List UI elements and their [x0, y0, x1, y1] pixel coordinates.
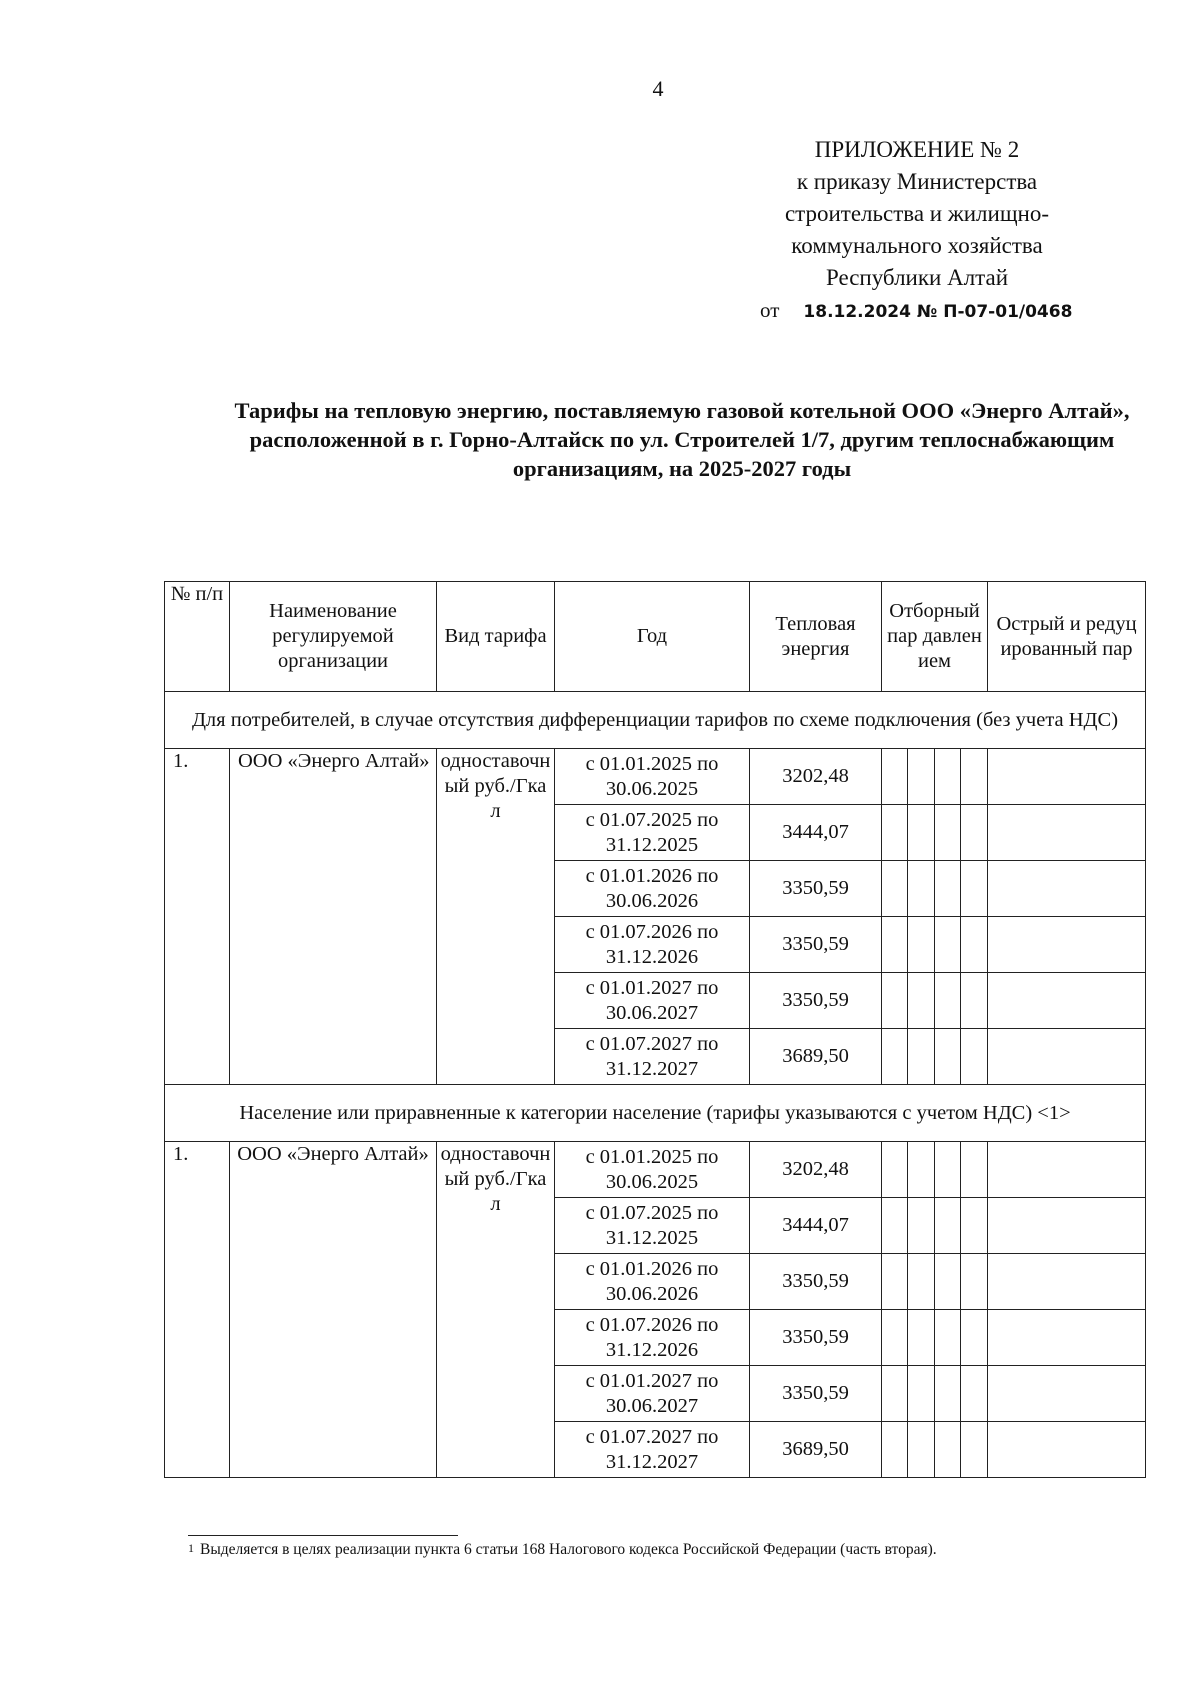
- extraction-steam-cell: [908, 805, 935, 861]
- appendix-block: [752, 134, 1082, 328]
- heat-energy-value: 3350,59: [750, 1366, 882, 1422]
- period: с 01.07.2026 по 31.12.2026: [555, 1310, 750, 1366]
- extraction-steam-cell: [882, 1310, 908, 1366]
- extraction-steam-cell: [882, 1366, 908, 1422]
- extraction-steam-cell: [882, 1029, 908, 1085]
- period: с 01.01.2026 по 30.06.2026: [555, 1254, 750, 1310]
- extraction-steam-cell: [935, 1310, 961, 1366]
- extraction-steam-cell: [882, 1254, 908, 1310]
- page-number: 4: [652, 76, 664, 101]
- extraction-steam-cell: [935, 1254, 961, 1310]
- heat-energy-value: 3202,48: [750, 1142, 882, 1198]
- live-steam-cell: [988, 861, 1146, 917]
- extraction-steam-cell: [961, 1142, 988, 1198]
- extraction-steam-cell: [935, 1029, 961, 1085]
- extraction-steam-cell: [908, 1198, 935, 1254]
- col-header-number: № п/п: [165, 582, 230, 692]
- appendix-line: коммунального хозяйства: [791, 233, 1043, 258]
- col-header-year: Год: [555, 582, 750, 692]
- organization-name: ООО «Энерго Алтай»: [230, 1142, 437, 1478]
- appendix-line: Республики Алтай: [825, 265, 1009, 290]
- period: с 01.07.2026 по 31.12.2026: [555, 917, 750, 973]
- section-caption-row: [165, 1085, 1146, 1142]
- tariff-type: одноставочный руб./Гкал: [437, 1142, 555, 1478]
- extraction-steam-cell: [961, 973, 988, 1029]
- extraction-steam-cell: [961, 917, 988, 973]
- tariff-type: одноставочный руб./Гкал: [437, 749, 555, 1085]
- period: с 01.07.2027 по 31.12.2027: [555, 1029, 750, 1085]
- extraction-steam-cell: [961, 861, 988, 917]
- extraction-steam-cell: [908, 1254, 935, 1310]
- appendix-line: к приказу Министерства: [796, 169, 1038, 194]
- extraction-steam-cell: [935, 1422, 961, 1478]
- extraction-steam-cell: [882, 805, 908, 861]
- extraction-steam-cell: [961, 1366, 988, 1422]
- col-header-live-steam: Острый и редуцированный пар: [988, 582, 1146, 692]
- section-caption: Население или приравненные к категории население (тарифы указываются с учетом НДС) <1>: [165, 1085, 1146, 1142]
- period: с 01.07.2025 по 31.12.2025: [555, 1198, 750, 1254]
- extraction-steam-cell: [882, 1422, 908, 1478]
- order-date: [752, 294, 1082, 328]
- extraction-steam-cell: [908, 1142, 935, 1198]
- date-prefix: от: [760, 298, 780, 322]
- period: с 01.01.2027 по 30.06.2027: [555, 973, 750, 1029]
- heat-energy-value: 3444,07: [750, 805, 882, 861]
- col-header-organization: Наименование регулируемой организации: [230, 582, 437, 692]
- heat-energy-value: 3689,50: [750, 1029, 882, 1085]
- live-steam-cell: [988, 805, 1146, 861]
- extraction-steam-cell: [882, 1198, 908, 1254]
- heat-energy-value: 3350,59: [750, 973, 882, 1029]
- extraction-steam-cell: [961, 1198, 988, 1254]
- heat-energy-value: 3350,59: [750, 1254, 882, 1310]
- extraction-steam-cell: [908, 1029, 935, 1085]
- extraction-steam-cell: [908, 1366, 935, 1422]
- extraction-steam-cell: [961, 805, 988, 861]
- extraction-steam-cell: [882, 749, 908, 805]
- extraction-steam-cell: [935, 973, 961, 1029]
- col-header-extraction-steam: Отборный пар давлением: [882, 582, 988, 692]
- period: с 01.01.2025 по 30.06.2025: [555, 749, 750, 805]
- live-steam-cell: [988, 1422, 1146, 1478]
- live-steam-cell: [988, 1310, 1146, 1366]
- extraction-steam-cell: [882, 1142, 908, 1198]
- extraction-steam-cell: [882, 861, 908, 917]
- table-header-row: [165, 582, 1146, 692]
- appendix-heading: ПРИЛОЖЕНИЕ № 2: [814, 137, 1020, 162]
- table-row: [165, 749, 1146, 805]
- extraction-steam-cell: [961, 749, 988, 805]
- row-number: 1.: [165, 1142, 230, 1478]
- live-steam-cell: [988, 1029, 1146, 1085]
- extraction-steam-cell: [935, 1142, 961, 1198]
- heat-energy-value: 3202,48: [750, 749, 882, 805]
- footnote: [188, 1541, 937, 1559]
- extraction-steam-cell: [935, 1366, 961, 1422]
- heat-energy-value: 3689,50: [750, 1422, 882, 1478]
- appendix-line: строительства и жилищно-: [784, 201, 1050, 226]
- period: с 01.01.2025 по 30.06.2025: [555, 1142, 750, 1198]
- tariff-table: [164, 581, 1146, 1478]
- extraction-steam-cell: [935, 917, 961, 973]
- extraction-steam-cell: [961, 1254, 988, 1310]
- heat-energy-value: 3350,59: [750, 917, 882, 973]
- live-steam-cell: [988, 1366, 1146, 1422]
- footnote-mark: 1: [188, 1541, 194, 1555]
- col-header-heat-energy: Тепловая энергия: [750, 582, 882, 692]
- live-steam-cell: [988, 973, 1146, 1029]
- live-steam-cell: [988, 1142, 1146, 1198]
- period: с 01.07.2025 по 31.12.2025: [555, 805, 750, 861]
- extraction-steam-cell: [908, 973, 935, 1029]
- table-row: [165, 1142, 1146, 1198]
- extraction-steam-cell: [961, 1029, 988, 1085]
- extraction-steam-cell: [882, 917, 908, 973]
- heat-energy-value: 3350,59: [750, 861, 882, 917]
- heat-energy-value: 3444,07: [750, 1198, 882, 1254]
- date-number: 18.12.2024 № П-07-01/0468: [803, 302, 1073, 322]
- section-caption-row: [165, 692, 1146, 749]
- period: с 01.07.2027 по 31.12.2027: [555, 1422, 750, 1478]
- period: с 01.01.2026 по 30.06.2026: [555, 861, 750, 917]
- extraction-steam-cell: [908, 1310, 935, 1366]
- section-caption: Для потребителей, в случае отсутствия дифференциации тарифов по схеме подключения (без учета НДС): [165, 692, 1146, 749]
- live-steam-cell: [988, 1254, 1146, 1310]
- heat-energy-value: 3350,59: [750, 1310, 882, 1366]
- row-number: 1.: [165, 749, 230, 1085]
- extraction-steam-cell: [908, 861, 935, 917]
- live-steam-cell: [988, 917, 1146, 973]
- document-title: Тарифы на тепловую энергию, поставляемую газовой котельной ООО «Энерго Алтай», расположенной в г. Горно-Алтайск по ул. Строителей 1/7, другим теплоснабжающим организациям, на 2025-2027 годы: [234, 398, 1130, 481]
- extraction-steam-cell: [961, 1422, 988, 1478]
- organization-name: ООО «Энерго Алтай»: [230, 749, 437, 1085]
- extraction-steam-cell: [908, 917, 935, 973]
- col-header-tariff-type: Вид тарифа: [437, 582, 555, 692]
- extraction-steam-cell: [908, 749, 935, 805]
- extraction-steam-cell: [935, 1198, 961, 1254]
- extraction-steam-cell: [961, 1310, 988, 1366]
- extraction-steam-cell: [908, 1422, 935, 1478]
- period: с 01.01.2027 по 30.06.2027: [555, 1366, 750, 1422]
- footnote-text: Выделяется в целях реализации пункта 6 статьи 168 Налогового кодекса Российской Федерации (часть вторая).: [200, 1541, 937, 1558]
- live-steam-cell: [988, 1198, 1146, 1254]
- extraction-steam-cell: [935, 749, 961, 805]
- footnote-divider: [188, 1535, 458, 1536]
- live-steam-cell: [988, 749, 1146, 805]
- extraction-steam-cell: [882, 973, 908, 1029]
- extraction-steam-cell: [935, 805, 961, 861]
- extraction-steam-cell: [935, 861, 961, 917]
